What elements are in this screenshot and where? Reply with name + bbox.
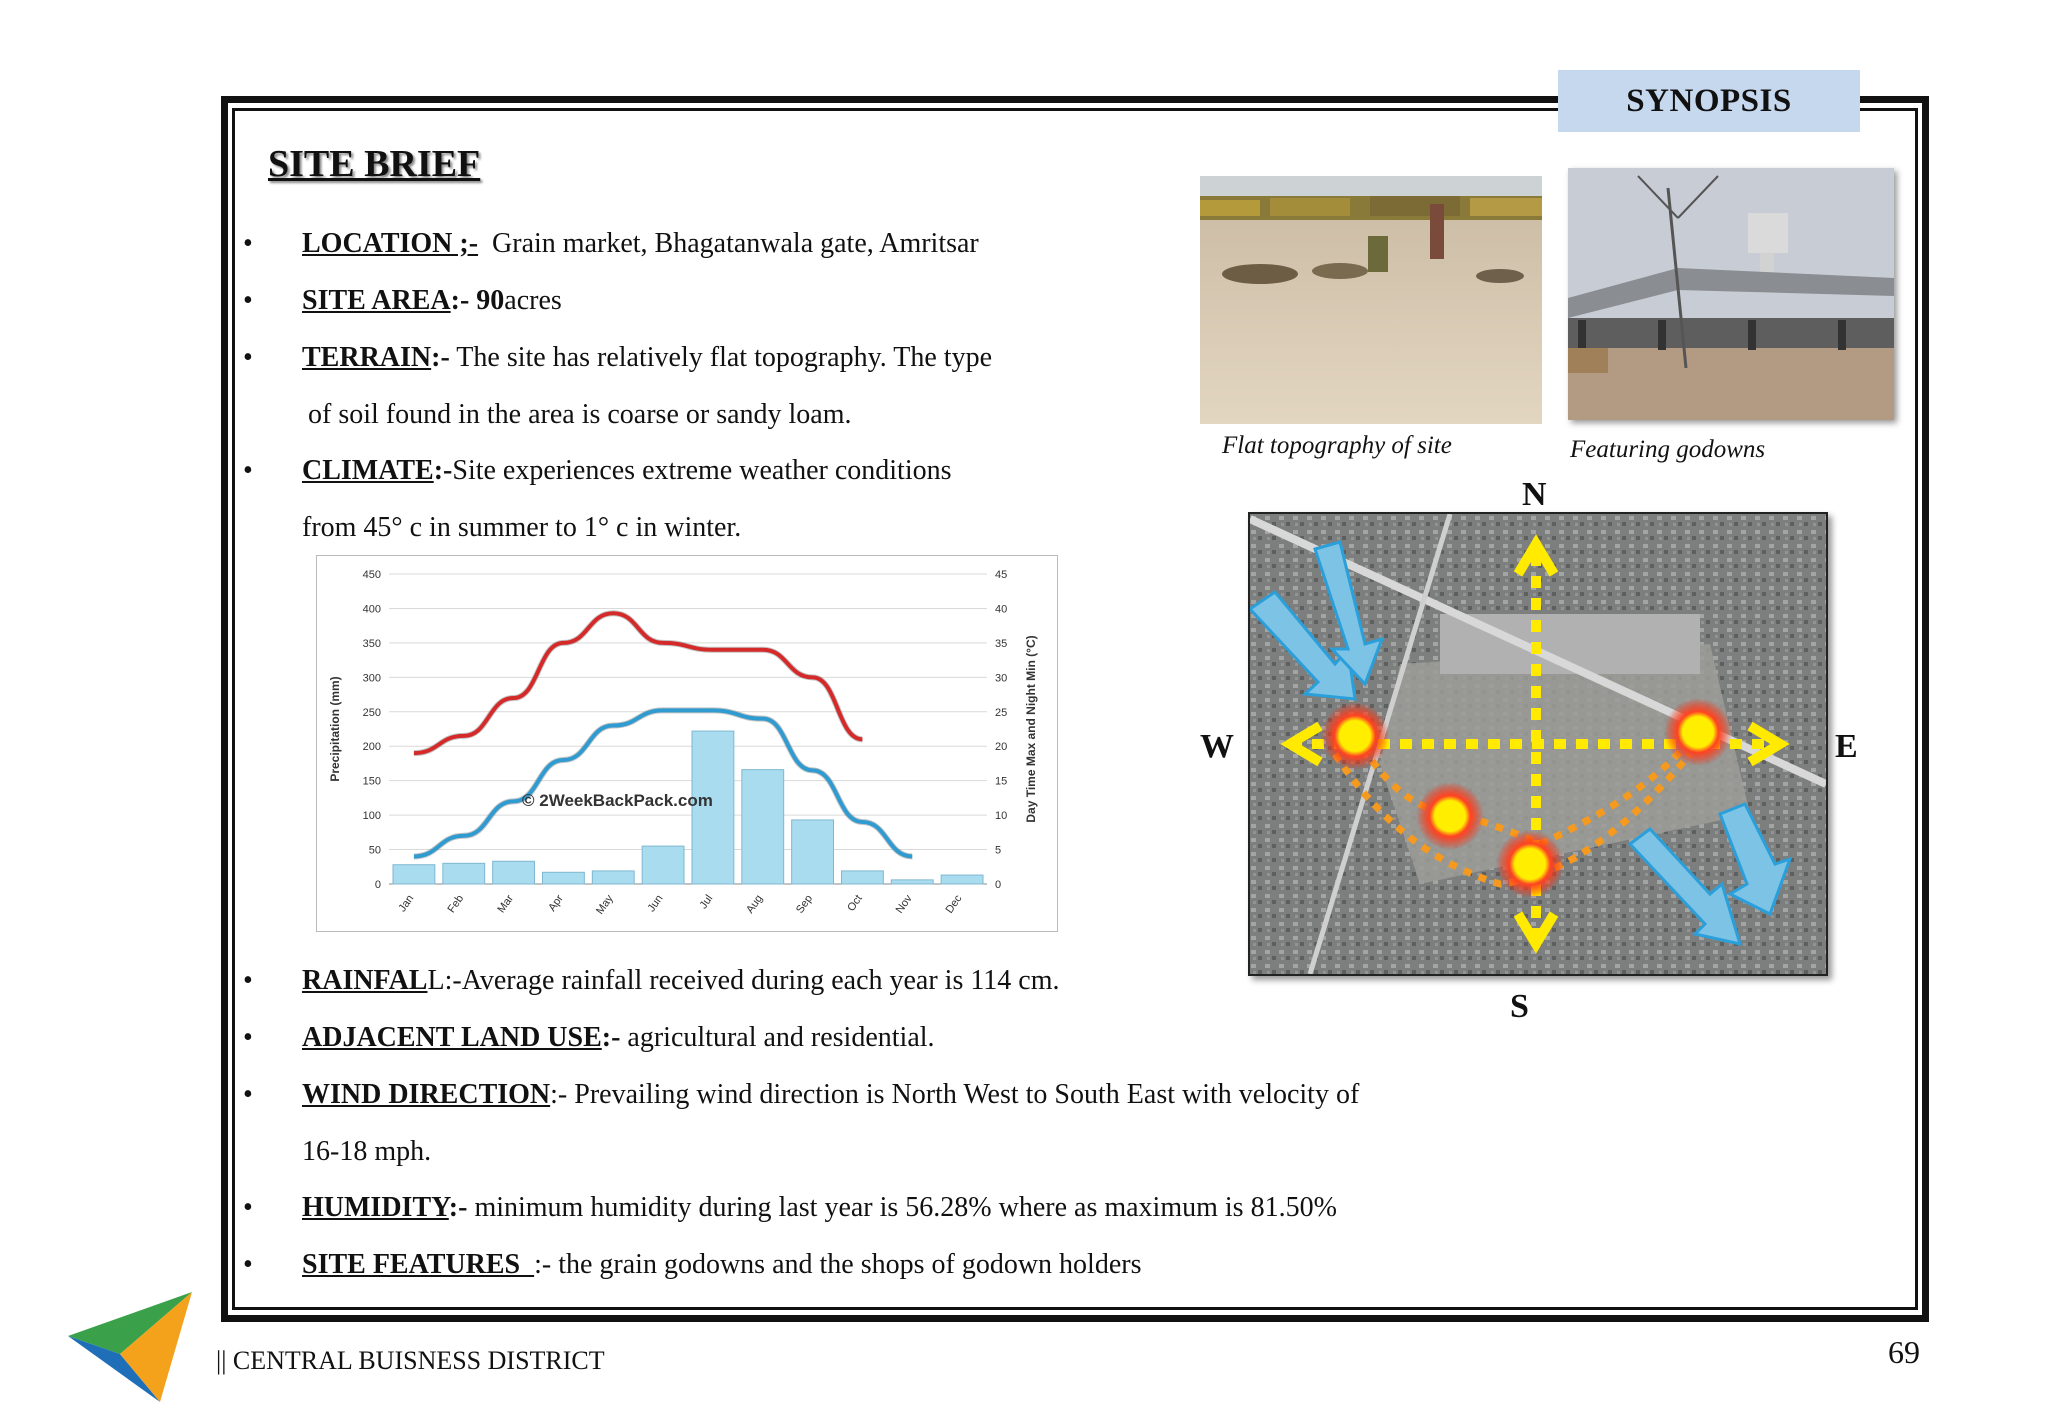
y-left-axis-title: Precipitation (mm) [328,676,342,782]
bullet-dot: • [243,965,253,996]
climate-label: CLIMATE [302,455,434,486]
photo1-caption: Flat topography of site [1222,432,1452,459]
y-right-tick-label: 40 [995,603,1008,616]
institution-logo [60,1292,200,1418]
y-right-tick-label: 25 [995,706,1008,719]
bullet-site-area [302,283,562,319]
y-right-tick-label: 30 [995,672,1008,685]
adjacent-text: agricultural and residential. [620,1022,935,1053]
rainfall-label-tail: L [427,965,445,996]
precipitation-bar [493,861,535,884]
y-left-tick-label: 50 [368,844,381,857]
precipitation-bar [542,872,584,884]
bullet-dot: • [243,1249,253,1280]
y-right-axis-title: Day Time Max and Night Min (°C) [1024,635,1038,823]
bullet-dot: • [243,1022,253,1053]
x-tick-label: Mar [495,892,517,916]
bullet-site-features [302,1247,1141,1283]
rainfall-text: :-Average rainfall received during each year is 114 cm. [444,965,1060,996]
bullet-dot: • [243,342,253,373]
y-left-tick-label: 150 [362,775,381,788]
site-features-label: SITE FEATURES [302,1249,535,1280]
humidity-label: HUMIDITY [302,1192,449,1223]
page-number: 69 [1888,1334,1920,1370]
precipitation-bar [592,871,634,884]
precipitation-bar [443,863,485,884]
site-photo-flat-topography [1200,176,1542,424]
bullet-location [302,226,979,262]
compass-west: W [1200,728,1234,765]
bullet-dot: • [243,228,253,259]
adjacent-label: ADJACENT LAND USE [302,1022,602,1053]
x-tick-label: Nov [893,892,915,916]
x-tick-label: May [593,892,616,917]
x-tick-label: Aug [744,892,766,916]
precipitation-bar [891,880,933,884]
y-left-tick-label: 450 [362,569,381,581]
page-title: SITE BRIEF [268,143,481,185]
site-aerial-map [1248,512,1828,976]
bullet-dot: • [243,1192,253,1223]
y-right-tick-label: 20 [995,741,1008,754]
y-left-tick-label: 200 [362,741,381,754]
min-temperature-line [414,710,912,856]
bullet-humidity [302,1190,1337,1226]
x-tick-label: Apr [546,892,566,914]
precipitation-bar [941,875,983,884]
humidity-sep: :- [448,1192,468,1223]
compass-east: E [1835,728,1858,765]
precipitation-bar [642,846,684,884]
climate-chart-svg [317,556,1057,931]
compass-north: N [1522,476,1547,513]
location-text: Grain market, Bhagatanwala gate, Amritsar [492,228,979,259]
bullet-dot: • [243,455,253,486]
y-right-tick-label: 35 [995,637,1008,650]
climate-sep: :- [433,455,453,486]
terrain-sep: :- [431,342,450,373]
y-left-tick-label: 300 [362,672,381,685]
site-area-label: SITE AREA [302,285,451,316]
x-tick-label: Sep [793,892,816,916]
rainfall-label: RAINFAL [302,965,428,996]
y-right-tick-label: 0 [995,879,1002,891]
terrain-label: TERRAIN [302,342,432,373]
min-temperature-line-shadow [414,710,912,856]
adjacent-sep: :- [601,1022,621,1053]
humidity-text: minimum humidity during last year is 56.28% where as maximum is 81.50% [467,1192,1337,1223]
y-right-tick-label: 45 [995,569,1008,581]
photo2-caption: Featuring godowns [1570,436,1766,463]
x-tick-label: Dec [943,892,965,916]
wind-text-line2: 16-18 mph. [302,1136,432,1167]
bullet-climate [302,453,952,489]
site-photo-godowns [1568,168,1894,420]
chart-watermark: © 2WeekBackPack.com [522,791,713,810]
x-tick-label: Jun [645,892,666,915]
synopsis-tag: SYNOPSIS [1558,70,1860,132]
x-tick-label: Jan [396,892,417,915]
y-left-tick-label: 400 [362,603,381,616]
wind-label: WIND DIRECTION [302,1079,551,1110]
precipitation-bar [841,871,883,884]
precipitation-bar [393,865,435,884]
y-right-tick-label: 15 [995,775,1008,788]
y-left-tick-label: 250 [362,706,381,719]
bullet-terrain [302,340,992,376]
x-tick-label: Jul [697,892,716,912]
wind-text: :- Prevailing wind direction is North West to South East with velocity of [550,1079,1360,1110]
bullet-dot: • [243,285,253,316]
x-tick-label: Feb [445,892,467,916]
y-right-tick-label: 10 [995,810,1008,823]
precipitation-bar [742,770,784,884]
climate-text: Site experiences extreme weather conditions [452,455,952,486]
site-area-unit: acres [504,285,562,316]
y-right-tick-label: 5 [995,844,1002,857]
climate-chart [316,555,1058,932]
site-area-value: :- 90 [450,285,505,316]
compass-south: S [1510,988,1529,1025]
bullet-adjacent [302,1020,935,1056]
y-left-tick-label: 100 [362,810,381,823]
terrain-text-line2: of soil found in the area is coarse or sandy loam. [308,399,852,430]
bullet-rainfall [302,963,1060,999]
terrain-text: The site has relatively flat topography. The type [449,342,993,373]
climate-text-line2: from 45° c in summer to 1° c in winter. [302,512,742,543]
x-tick-label: Oct [845,892,865,914]
y-left-tick-label: 350 [362,637,381,650]
precipitation-bar [792,820,834,884]
max-temperature-line [414,613,863,753]
footer-title: || CENTRAL BUISNESS DISTRICT [216,1346,605,1375]
location-label: LOCATION ;- [302,228,479,259]
max-temperature-line-shadow [414,613,863,753]
bullet-dot: • [243,1079,253,1110]
bullet-wind [302,1077,1359,1113]
site-features-text: :- the grain godowns and the shops of godown holders [534,1249,1142,1280]
y-left-tick-label: 0 [374,879,381,891]
